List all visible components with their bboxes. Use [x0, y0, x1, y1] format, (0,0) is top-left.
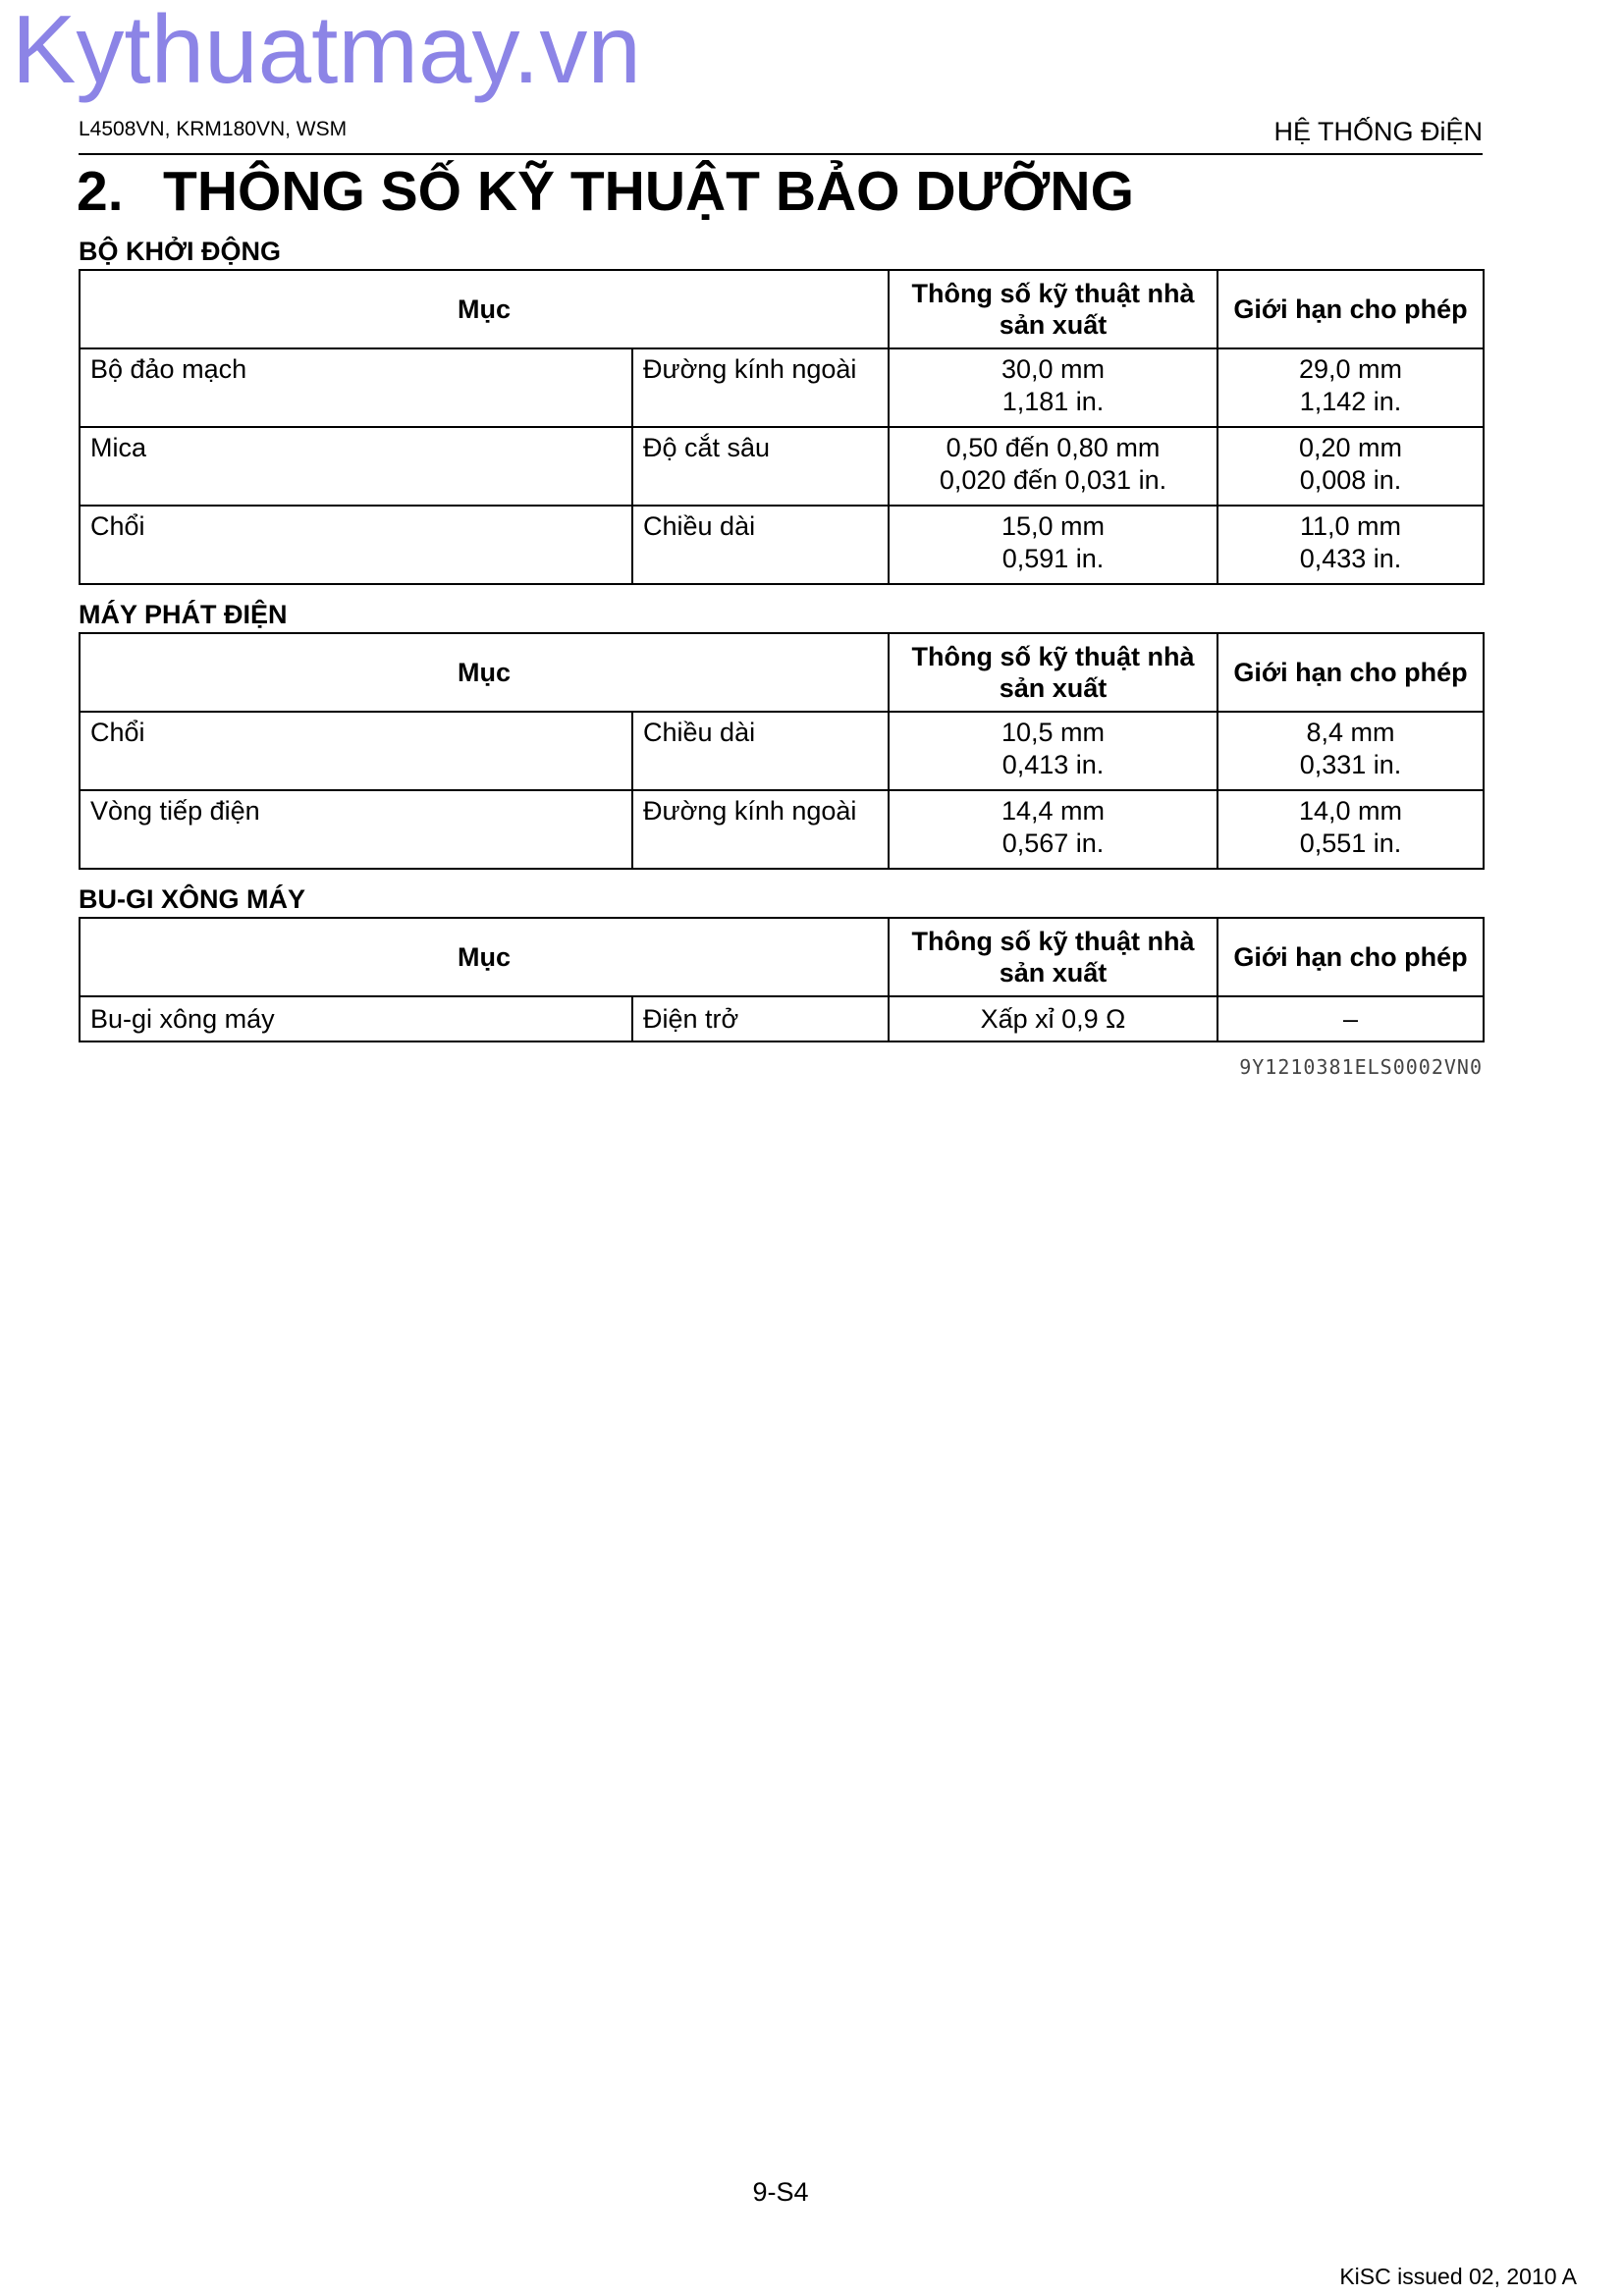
header-spec — [889, 918, 1217, 996]
table-row — [80, 790, 1484, 869]
header-chapter: HỆ THỐNG ĐiỆN — [1273, 117, 1483, 146]
table-row — [80, 996, 1484, 1041]
section-title: MÁY PHÁT ĐIỆN — [79, 600, 288, 629]
header-spec-line2: sản xuất — [999, 673, 1108, 703]
limit-mm: 14,0 mm — [1298, 796, 1403, 826]
cell-sub: Độ cắt sâu — [632, 427, 889, 506]
header-model: L4508VN, KRM180VN, WSM — [79, 118, 348, 140]
spec-in: 0,413 in. — [1001, 750, 1105, 779]
header-spec — [889, 270, 1217, 348]
cell-item: Chổi — [80, 712, 632, 790]
cell-spec — [889, 427, 1217, 506]
header-item: Mục — [80, 270, 889, 348]
document-code: 9Y1210381ELS0002VN0 — [1239, 1055, 1483, 1079]
title-text: THÔNG SỐ KỸ THUẬT BẢO DƯỠNG — [163, 160, 1134, 223]
spec-in: 1,181 in. — [1001, 387, 1105, 416]
title-number: 2. — [77, 160, 124, 223]
cell-sub: Chiều dài — [632, 712, 889, 790]
header-spec-line1: Thông số kỹ thuật nhà — [911, 642, 1195, 671]
header-spec-line2: sản xuất — [999, 958, 1108, 988]
header-limit: Giới hạn cho phép — [1217, 270, 1484, 348]
limit-mm: 11,0 mm — [1299, 511, 1402, 541]
cell-limit — [1217, 790, 1484, 869]
cell-item: Bu-gi xông máy — [80, 996, 632, 1041]
table-row — [80, 506, 1484, 584]
header-spec-line1: Thông số kỹ thuật nhà — [911, 279, 1195, 308]
cell-spec — [889, 712, 1217, 790]
header-rule — [79, 153, 1483, 155]
cell-spec: Xấp xỉ 0,9 Ω — [889, 996, 1217, 1041]
cell-sub: Đường kính ngoài — [632, 348, 889, 427]
cell-limit — [1217, 427, 1484, 506]
cell-item: Chổi — [80, 506, 632, 584]
section-alternator — [79, 599, 1483, 870]
page-number: 9-S4 — [752, 2177, 809, 2207]
header-limit: Giới hạn cho phép — [1217, 918, 1484, 996]
header-spec-line1: Thông số kỹ thuật nhà — [911, 927, 1195, 956]
limit-in: 0,433 in. — [1299, 544, 1402, 573]
limit-mm: 8,4 mm — [1306, 718, 1395, 747]
issued-note: KiSC issued 02, 2010 A — [1339, 2264, 1577, 2289]
table-header-row — [80, 270, 1484, 348]
spec-in: 0,591 in. — [1001, 544, 1105, 573]
cell-sub: Điện trở — [632, 996, 889, 1041]
spec-mm: 30,0 mm — [1001, 354, 1106, 384]
header-limit: Giới hạn cho phép — [1217, 633, 1484, 712]
spec-table — [79, 269, 1485, 585]
header-spec — [889, 633, 1217, 712]
header-item: Mục — [80, 633, 889, 712]
cell-sub: Đường kính ngoài — [632, 790, 889, 869]
spec-mm: 0,50 đến 0,80 mm — [946, 433, 1161, 462]
cell-spec — [889, 348, 1217, 427]
cell-limit — [1217, 506, 1484, 584]
cell-item: Bộ đảo mạch — [80, 348, 632, 427]
limit-mm: 29,0 mm — [1298, 354, 1403, 384]
table-header-row — [80, 918, 1484, 996]
spec-mm: 10,5 mm — [1001, 718, 1106, 747]
table-header-row — [80, 633, 1484, 712]
spec-mm: 14,4 mm — [1001, 796, 1106, 826]
limit-in: 0,331 in. — [1299, 750, 1402, 779]
spec-in: 0,567 in. — [1001, 828, 1105, 858]
cell-sub: Chiều dài — [632, 506, 889, 584]
spec-table — [79, 632, 1485, 870]
section-glow-plug — [79, 883, 1483, 1042]
section-title: BU-GI XÔNG MÁY — [79, 884, 306, 914]
watermark-logo: Kythuatmay.vn — [12, 0, 641, 103]
section-title: BỘ KHỞI ĐỘNG — [79, 237, 282, 266]
section-starter — [79, 236, 1483, 585]
cell-limit: – — [1217, 996, 1484, 1041]
cell-limit — [1217, 712, 1484, 790]
limit-in: 1,142 in. — [1299, 387, 1402, 416]
header-item: Mục — [80, 918, 889, 996]
cell-item: Vòng tiếp điện — [80, 790, 632, 869]
cell-spec — [889, 790, 1217, 869]
spec-mm: 15,0 mm — [1001, 511, 1106, 541]
spec-in: 0,020 đến 0,031 in. — [939, 465, 1167, 495]
table-row — [80, 712, 1484, 790]
cell-item: Mica — [80, 427, 632, 506]
limit-in: 0,551 in. — [1299, 828, 1402, 858]
table-row — [80, 427, 1484, 506]
page-title — [77, 159, 1134, 224]
limit-mm: 0,20 mm — [1298, 433, 1403, 462]
header-spec-line2: sản xuất — [999, 310, 1108, 340]
cell-spec — [889, 506, 1217, 584]
limit-in: 0,008 in. — [1299, 465, 1402, 495]
spec-table — [79, 917, 1485, 1042]
cell-limit — [1217, 348, 1484, 427]
table-row — [80, 348, 1484, 427]
